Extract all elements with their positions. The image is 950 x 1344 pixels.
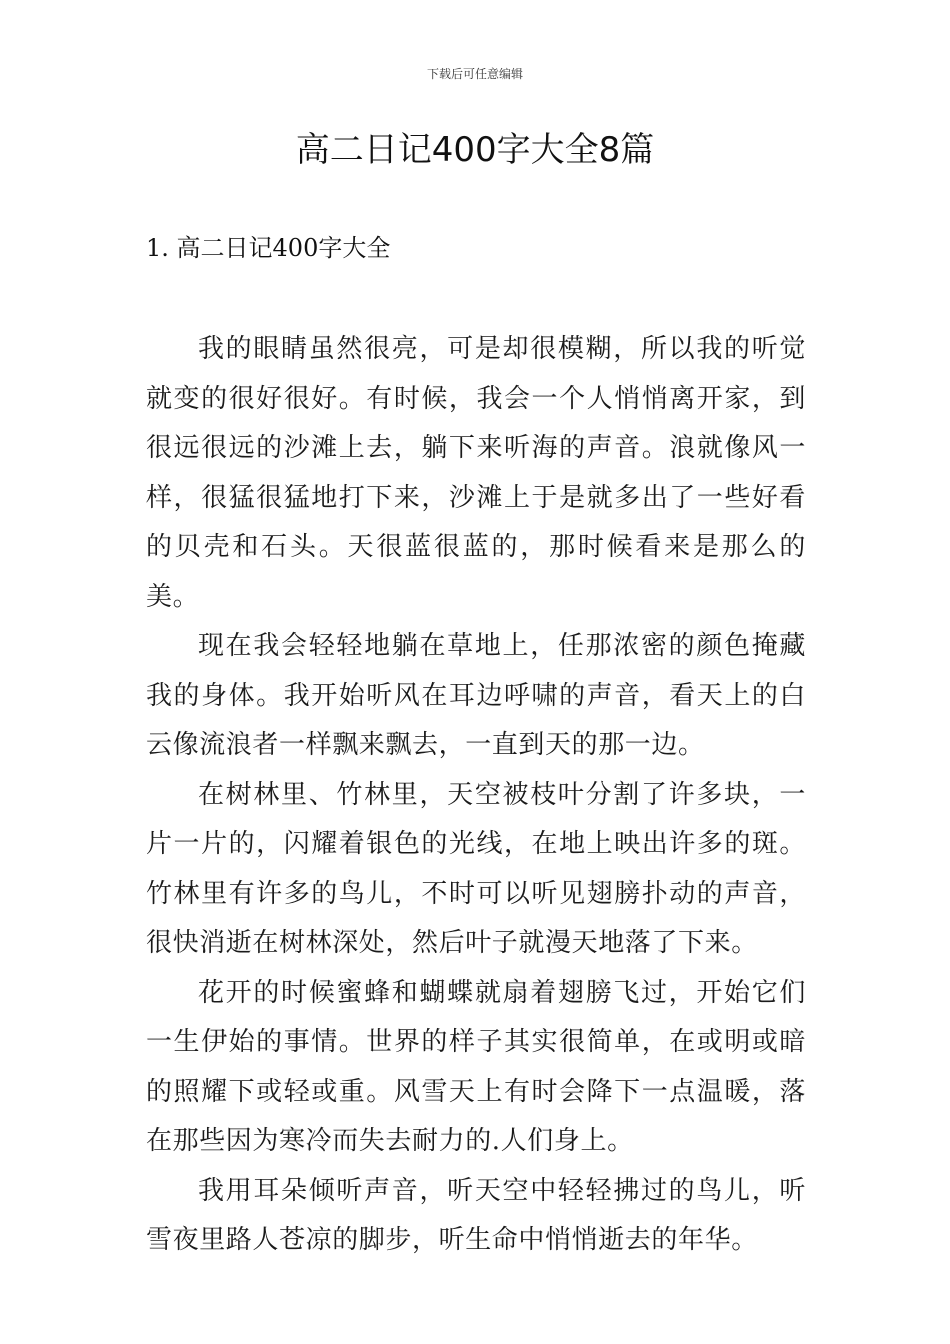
paragraph-5: 我用耳朵倾听声音，听天空中轻轻拂过的鸟儿，听雪夜里路人苍凉的脚步，听生命中悄悄逝去的年华。 <box>146 1175 806 1255</box>
header-note: 下载后可任意编辑 <box>426 67 523 81</box>
paragraph-3: 在树林里、竹林里，天空被枝叶分割了许多块，一片一片的，闪耀着银色的光线，在地上映出许多的斑。竹林里有许多的鸟儿，不时可以听见翅膀扑动的声音，很快消逝在树林深处，然后叶子就漫天地落了下来。 <box>146 779 806 958</box>
paragraph-1: 我的眼睛虽然很亮，可是却很模糊，所以我的听觉就变的很好很好。有时候，我会一个人悄悄离开家，到很远很远的沙滩上去，躺下来听海的声音。浪就像风一样，很猛很猛地打下来，沙滩上于是就多出了一些好看的贝壳和石头。天很蓝很蓝的，那时候看来是那么的美。 <box>146 334 806 612</box>
section-heading: 1. 高二日记400字大全 <box>146 234 391 262</box>
document-title: 高二日记400字大全8篇 <box>295 130 655 170</box>
article-body <box>146 325 806 1266</box>
paragraph-2: 现在我会轻轻地躺在草地上，任那浓密的颜色掩藏我的身体。我开始听风在耳边呼啸的声音，看天上的白云像流浪者一样飘来飘去，一直到天的那一边。 <box>146 631 806 760</box>
paragraph-4: 花开的时候蜜蜂和蝴蝶就扇着翅膀飞过，开始它们一生伊始的事情。世界的样子其实很简单，在或明或暗的照耀下或轻或重。风雪天上有时会降下一点温暖，落在那些因为寒冷而失去耐力的.人们身上。 <box>146 977 806 1156</box>
